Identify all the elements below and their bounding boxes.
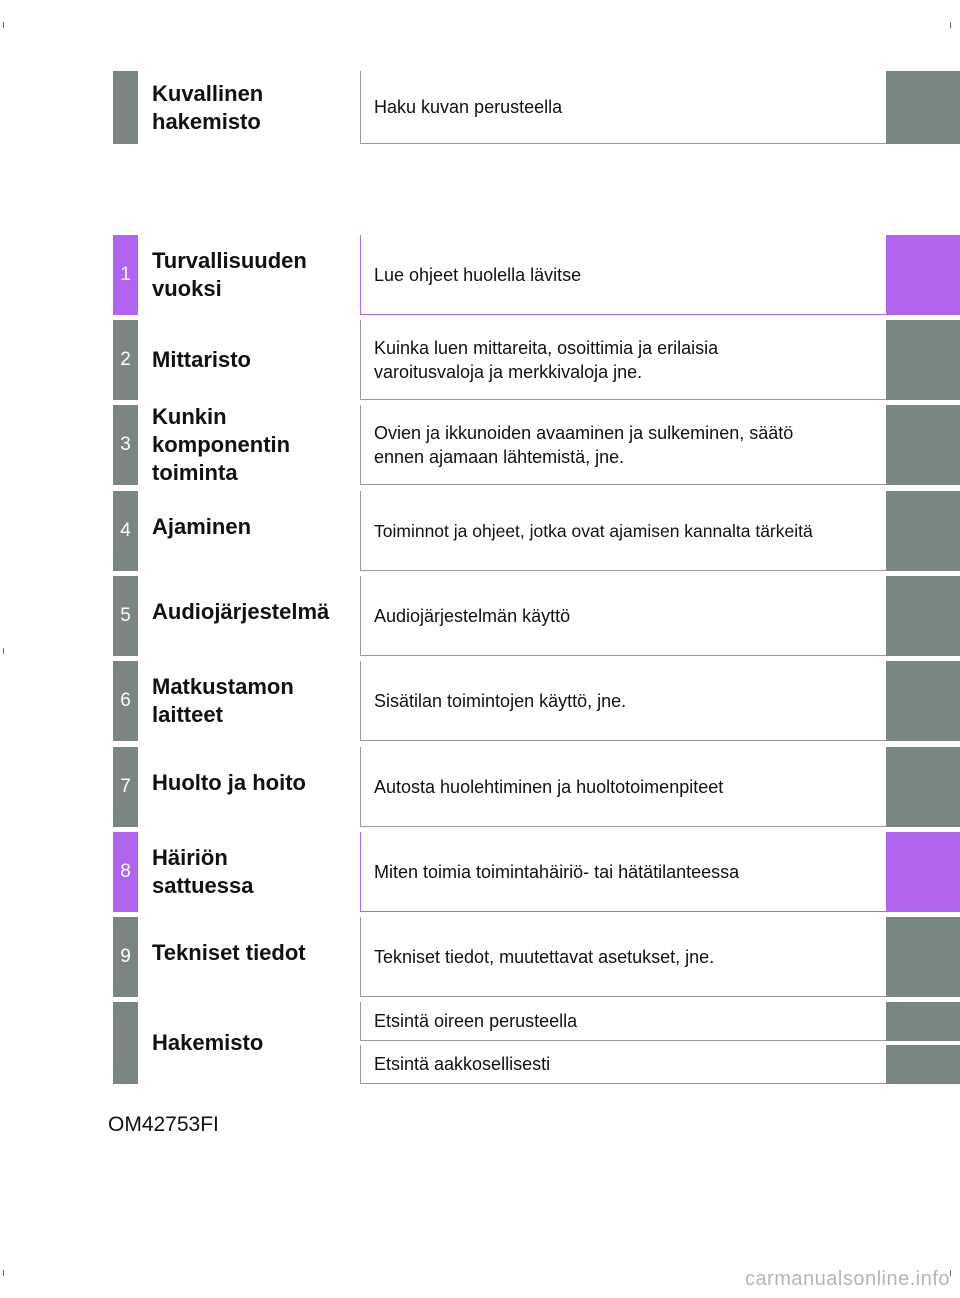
chapter-description: Autosta huolehtiminen ja huoltotoimenpiteet [374,776,724,797]
chapter-title: Ajaminen [152,514,252,539]
chapter-edge-tab [886,491,960,571]
chapter-description-box [360,747,886,827]
index-item-label: Etsintä aakkosellisesti [374,1054,551,1074]
chapter-number: 6 [113,661,138,741]
chapter-edge-tab [886,747,960,827]
document-code: OM42753FI [108,1113,219,1136]
chapter-edge-tab [886,832,960,912]
index-item-symptom[interactable] [0,1002,960,1041]
section-description: Haku kuvan perusteella [374,97,563,117]
chapter-edge-tab [886,576,960,656]
chapter-title: Matkustamon laitteet [152,674,294,727]
crop-mark [950,22,951,28]
chapter-row-6[interactable] [0,661,960,741]
chapter-row-3[interactable] [0,405,960,485]
chapter-row-2[interactable] [0,320,960,400]
chapter-title: Turvallisuuden vuoksi [152,248,307,301]
crop-mark [950,1270,951,1276]
chapter-number: 1 [113,235,138,315]
chapter-edge-tab [886,917,960,997]
chapter-description: Tekniset tiedot, muutettavat asetukset, jne. [374,946,715,967]
watermark: carmanualsonline.info [744,1268,950,1290]
crop-mark [3,22,4,28]
chapter-description: Ovien ja ikkunoiden avaaminen ja sulkeminen, säätö ennen ajamaan lähtemistä, jne. [374,422,794,467]
chapter-title: Kunkin komponentin toiminta [152,404,291,485]
section-title: Kuvallinen hakemisto [152,80,264,134]
chapter-description: Kuinka luen mittareita, osoittimia ja erilaisia varoitusvaloja ja merkkivaloja jne. [374,337,719,382]
chapter-edge-tab [886,320,960,400]
chapter-description-box [360,917,886,997]
chapter-number: 4 [113,491,138,571]
edge-tab [886,71,960,144]
chapter-title: Tekniset tiedot [152,940,306,965]
chapter-number: 3 [113,405,138,485]
chapter-row-9[interactable] [0,917,960,997]
index-item-label: Etsintä oireen perusteella [374,1011,578,1031]
pictorial-index-row[interactable] [0,71,960,144]
chapter-title: Audiojärjestelmä [152,599,330,624]
index-edge-tab [886,1002,960,1041]
chapter-edge-tab [886,405,960,485]
chapter-description-box [360,405,886,485]
chapter-row-4[interactable] [0,491,960,571]
chapter-description: Audiojärjestelmän käyttö [374,605,571,626]
chapter-number: 5 [113,576,138,656]
chapter-edge-tab [886,235,960,315]
chapter-number: 2 [113,320,138,400]
chapter-description: Lue ohjeet huolella lävitse [374,264,582,285]
chapter-number: 8 [113,832,138,912]
chapter-description-box [360,235,886,315]
index-item-alphabetical[interactable] [0,1045,960,1084]
chapter-row-1[interactable] [0,235,960,315]
section-tab [113,71,138,144]
chapter-description-box [360,576,886,656]
index-item-box [360,1045,886,1084]
chapter-title: Huolto ja hoito [152,770,306,795]
chapter-description: Toiminnot ja ohjeet, jotka ovat ajamisen kannalta tärkeitä [374,520,813,541]
index-item-box [360,1002,886,1041]
chapter-number: 7 [113,747,138,827]
section-description-box [360,71,886,144]
chapter-description-box [360,661,886,741]
index-edge-tab [886,1045,960,1084]
chapter-row-7[interactable] [0,747,960,827]
crop-mark [3,1270,4,1276]
chapter-description-box [360,320,886,400]
chapter-row-5[interactable] [0,576,960,656]
chapter-number: 9 [113,917,138,997]
chapter-description-box [360,491,886,571]
chapter-description-box [360,832,886,912]
index-title: Hakemisto [152,1030,264,1055]
chapter-edge-tab [886,661,960,741]
chapter-description: Miten toimia toimintahäiriö- tai hätätilanteessa [374,861,740,882]
chapter-description: Sisätilan toimintojen käyttö, jne. [374,690,627,711]
chapter-title: Häiriön sattuessa [152,845,254,898]
chapter-title: Mittaristo [152,347,251,372]
chapter-row-8[interactable] [0,832,960,912]
